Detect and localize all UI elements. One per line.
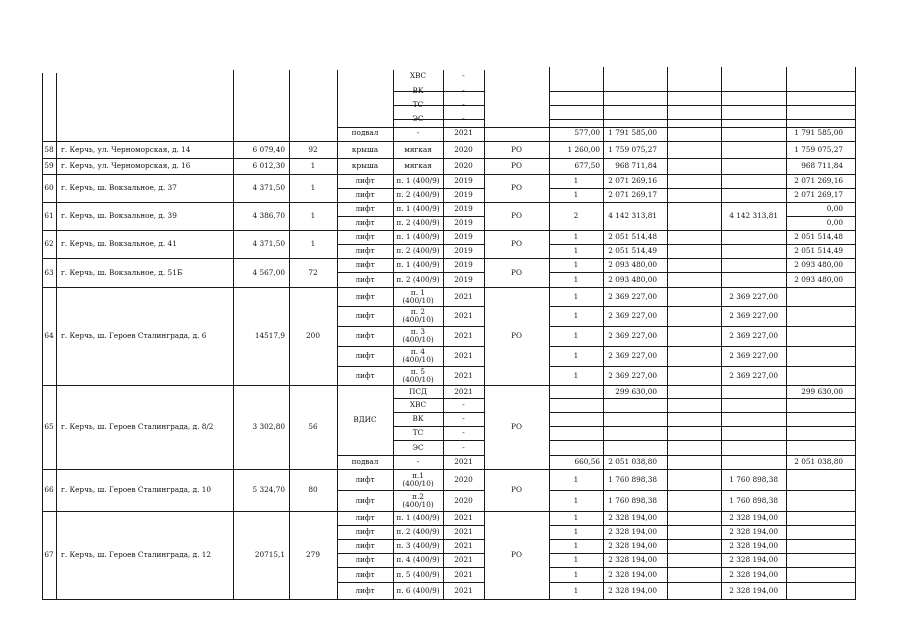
total-value: 968 711,84 <box>801 161 843 170</box>
element-label: (400/10) <box>402 315 434 324</box>
cost-value: 2 071 269,17 <box>608 190 657 199</box>
cost-value: 2 328 194,00 <box>608 555 657 564</box>
element-label: п. 4 <box>410 347 426 356</box>
year-value: 2021 <box>454 331 473 340</box>
qty-value: 1 <box>573 274 579 284</box>
element-label: ПСД <box>409 386 427 396</box>
qty-value: 660,56 <box>574 457 600 466</box>
row-border <box>393 119 485 120</box>
column-border <box>337 70 338 599</box>
funding-source: РО <box>511 161 522 170</box>
total-value: 2 051 514,48 <box>794 232 843 241</box>
total-value: 2 369 227,00 <box>729 370 778 380</box>
row-border <box>549 306 856 307</box>
year-value: - <box>462 114 465 123</box>
column-border <box>42 73 43 599</box>
work-type: лифт <box>355 585 375 595</box>
total-value: 0,00 <box>826 204 843 213</box>
row-border <box>337 567 485 568</box>
address: г. Керчь, ш. Героев Сталинграда, д. 6 <box>61 331 207 340</box>
row-border <box>42 469 856 470</box>
area-value: 6 012,30 <box>252 161 285 170</box>
cost-value: 2 051 514,48 <box>608 232 657 241</box>
row-border <box>549 440 856 441</box>
funding-source: РО <box>511 422 522 431</box>
year-value: 2021 <box>454 311 473 320</box>
total-value: 2 071 269,16 <box>794 176 843 185</box>
work-type: подвал <box>351 128 379 137</box>
year-value: 2020 <box>454 161 473 170</box>
year-value: 2019 <box>454 232 473 241</box>
qty-value: 1 <box>573 474 579 484</box>
element-label: ВК <box>412 414 424 423</box>
year-value: 2019 <box>454 218 473 227</box>
area-value: 4 386,70 <box>252 211 285 220</box>
work-type: лифт <box>355 176 375 185</box>
work-type: лифт <box>355 569 375 579</box>
qty-value: 1 260,00 <box>567 144 600 154</box>
work-type: лифт <box>355 351 375 360</box>
column-border <box>393 70 394 599</box>
element-label: ХВС <box>409 400 427 409</box>
row-border <box>337 272 485 273</box>
row-number: 62 <box>44 239 54 248</box>
qty-value: 1 <box>573 190 579 199</box>
row-border <box>393 412 485 413</box>
element-label: п. 1 (400/9) <box>396 204 440 213</box>
year-value: - <box>462 414 465 423</box>
row-border <box>549 188 856 189</box>
element-label: ХВС <box>409 71 427 80</box>
total-value: 2 369 227,00 <box>729 311 778 320</box>
qty-value: 1 <box>573 585 579 595</box>
year-value: 2019 <box>454 274 473 284</box>
row-border <box>337 244 485 245</box>
area-value: 6 079,40 <box>252 144 285 154</box>
work-type: лифт <box>355 260 375 269</box>
element-label: ТС <box>412 428 424 437</box>
total-value: 2 369 227,00 <box>729 291 778 301</box>
row-border <box>549 366 856 367</box>
work-type: лифт <box>355 555 375 564</box>
work-type: лифт <box>355 291 375 301</box>
cost-value: 968 711,84 <box>615 161 657 170</box>
address: г. Керчь, ул. Черноморская, д. 14 <box>61 144 191 154</box>
row-border <box>393 426 485 427</box>
people-count: 72 <box>308 267 318 277</box>
column-border <box>443 70 444 599</box>
people-count: 92 <box>308 144 318 154</box>
cost-value: 2 051 038,80 <box>608 457 657 466</box>
total-value: 2 051 038,80 <box>794 457 843 466</box>
column-border <box>721 67 722 599</box>
cost-value: 2 369 227,00 <box>608 370 657 380</box>
work-type: лифт <box>355 246 375 255</box>
year-value: 2020 <box>454 144 473 154</box>
element-label: п. 2 (400/9) <box>396 246 440 255</box>
year-value: 2021 <box>454 351 473 360</box>
row-border <box>42 158 856 159</box>
column-border <box>855 67 856 599</box>
row-border <box>337 525 485 526</box>
area-value: 5 324,70 <box>252 485 285 494</box>
cost-value: 1 791 585,00 <box>608 128 657 137</box>
work-type: лифт <box>355 311 375 320</box>
people-count: 200 <box>306 331 320 340</box>
total-value: 1 759 075,27 <box>794 144 843 154</box>
row-border <box>549 91 856 92</box>
funding-source: РО <box>511 331 522 340</box>
column-border <box>289 70 290 599</box>
row-border <box>393 398 485 399</box>
cost-value: 2 093 480,00 <box>608 274 657 284</box>
qty-value: 1 <box>573 311 579 320</box>
area-value: 20715,1 <box>254 550 285 559</box>
area-value: 3 302,80 <box>252 422 285 431</box>
row-border <box>786 216 856 217</box>
row-number: 66 <box>44 485 54 494</box>
year-value: - <box>462 100 465 109</box>
cost-value: 2 369 227,00 <box>608 331 657 340</box>
work-type: лифт <box>355 232 375 241</box>
people-count: 1 <box>310 161 316 170</box>
element-label: п. 3 <box>410 327 426 336</box>
row-border <box>549 272 856 273</box>
funding-source: РО <box>511 211 522 220</box>
element-label: п. 4 (400/9) <box>396 555 440 564</box>
row-number: 58 <box>44 144 54 154</box>
row-border <box>549 490 856 491</box>
element-label: п. 6 (400/9) <box>396 585 440 595</box>
cost-value: 2 328 194,00 <box>608 527 657 536</box>
funding-source: РО <box>511 550 522 559</box>
address: г. Керчь, ш. Героев Сталинграда, д. 12 <box>61 550 211 559</box>
row-border <box>549 582 856 583</box>
element-label: п. 2 <box>410 307 426 316</box>
qty-value: 1 <box>573 176 579 185</box>
qty-value: 1 <box>573 513 579 522</box>
cost-value: 2 369 227,00 <box>608 291 657 301</box>
total-value: 299 630,00 <box>801 386 843 396</box>
row-number: 64 <box>44 331 54 340</box>
column-border <box>233 70 234 599</box>
column-border <box>484 70 485 599</box>
element-label: (400/10) <box>402 295 434 305</box>
column-border <box>667 67 668 599</box>
row-border <box>549 244 856 245</box>
total-value: 0,00 <box>826 218 843 227</box>
year-value: 2021 <box>454 370 473 380</box>
cost-value: 2 369 227,00 <box>608 351 657 360</box>
people-count: 1 <box>310 239 316 248</box>
qty-value: 1 <box>573 246 579 255</box>
people-count: 56 <box>308 422 318 431</box>
area-value: 4 567,00 <box>252 267 285 277</box>
element-label: п. 1 (400/9) <box>396 176 440 185</box>
work-type: лифт <box>355 541 375 550</box>
row-border <box>337 582 485 583</box>
column-border <box>603 67 604 599</box>
row-number: 63 <box>44 267 54 277</box>
year-value: 2019 <box>454 204 473 213</box>
total-value: 2 328 194,00 <box>729 569 778 579</box>
work-type: лифт <box>355 527 375 536</box>
qty-value: 577,00 <box>574 128 600 137</box>
row-border <box>549 346 856 347</box>
year-value: - <box>462 428 465 437</box>
qty-value: 1 <box>573 527 579 536</box>
qty-value: 1 <box>573 569 579 579</box>
funding-source: РО <box>511 239 522 248</box>
qty-value: 1 <box>573 370 579 380</box>
row-border <box>393 440 485 441</box>
address: г. Керчь, ш. Вокзальное, д. 37 <box>61 183 177 192</box>
total-value: 2 328 194,00 <box>729 585 778 595</box>
row-number: 59 <box>44 161 54 170</box>
cost-value: 2 369 227,00 <box>608 311 657 320</box>
qty-value: 2 <box>573 211 579 220</box>
year-value: 2021 <box>454 386 473 396</box>
people-count: 279 <box>306 550 320 559</box>
total-value: 2 328 194,00 <box>729 541 778 550</box>
row-border <box>42 599 856 600</box>
cost-value: 1 760 898,38 <box>608 495 657 505</box>
work-type: лифт <box>355 370 375 380</box>
year-value: 2021 <box>454 585 473 595</box>
row-border <box>549 539 856 540</box>
column-border <box>549 67 550 599</box>
total-value: 1 760 898,38 <box>729 474 778 484</box>
row-number: 65 <box>44 422 54 431</box>
year-value: 2019 <box>454 246 473 255</box>
funding-source: РО <box>511 183 522 192</box>
address: г. Керчь, ш. Героев Сталинграда, д. 10 <box>61 485 211 494</box>
year-value: 2021 <box>454 291 473 301</box>
row-border <box>549 105 856 106</box>
cost-value: 2 051 514,49 <box>608 246 657 255</box>
element-label: п. 1 (400/9) <box>396 513 440 522</box>
element-label: п. 1 (400/9) <box>396 260 440 269</box>
funding-source: РО <box>511 485 522 494</box>
area-value: 4 371,50 <box>252 239 285 248</box>
address: г. Керчь, ш. Вокзальное, д. 39 <box>61 211 177 220</box>
year-value: 2021 <box>454 513 473 522</box>
cost-value: 2 328 194,00 <box>608 569 657 579</box>
row-border <box>337 490 485 491</box>
element-label: ЭС <box>412 114 424 123</box>
year-value: 2021 <box>454 569 473 579</box>
row-number: 61 <box>44 211 54 220</box>
element-label: п. 2 (400/9) <box>396 527 440 536</box>
column-border <box>786 67 787 599</box>
total-value: 1 791 585,00 <box>794 128 843 137</box>
row-border <box>549 398 856 399</box>
work-type: лифт <box>355 204 375 213</box>
row-border <box>42 511 856 512</box>
total-value: 2 051 514,49 <box>794 246 843 255</box>
work-type: лифт <box>355 474 375 484</box>
row-border <box>337 539 485 540</box>
row-border <box>42 141 856 142</box>
element-label: ТС <box>412 100 424 109</box>
element-label: п. 5 <box>410 366 426 376</box>
row-border <box>337 216 485 217</box>
work-type: лифт <box>355 495 375 505</box>
area-value: 14517,9 <box>254 331 285 340</box>
cost-value: 2 093 480,00 <box>608 260 657 269</box>
element-label: (400/10) <box>402 499 434 509</box>
cost-value: 299 630,00 <box>615 386 657 396</box>
work-type: лифт <box>355 190 375 199</box>
year-value: 2019 <box>454 190 473 199</box>
cost-value: 1 760 898,38 <box>608 474 657 484</box>
people-count: 1 <box>310 183 316 192</box>
qty-value: 1 <box>573 260 579 269</box>
address: г. Керчь, ш. Вокзальное, д. 51Б <box>61 267 183 277</box>
total-value: 2 328 194,00 <box>729 513 778 522</box>
element-label: п. 1 <box>410 287 426 297</box>
qty-value: 677,50 <box>574 161 600 170</box>
row-border <box>549 326 856 327</box>
qty-value: 1 <box>573 351 579 360</box>
row-border <box>42 287 856 288</box>
row-number: 67 <box>44 550 54 559</box>
vdis-label: ВДИС <box>353 415 377 424</box>
element-label: п. 2 (400/9) <box>396 274 440 284</box>
row-border <box>549 119 856 120</box>
element-label: п. 2 (400/9) <box>396 190 440 199</box>
people-count: 80 <box>308 485 318 494</box>
row-border <box>42 385 856 386</box>
year-value: 2021 <box>454 555 473 564</box>
row-border <box>549 412 856 413</box>
row-border <box>42 174 856 175</box>
year-value: 2020 <box>454 495 473 505</box>
row-border <box>337 455 394 456</box>
year-value: - <box>462 71 465 80</box>
row-border <box>549 553 856 554</box>
cost-value: 2 071 269,16 <box>608 176 657 185</box>
work-type: лифт <box>355 218 375 227</box>
funding-source: РО <box>511 267 522 277</box>
year-value: 2021 <box>454 128 473 137</box>
cost-value: 2 328 194,00 <box>608 513 657 522</box>
funding-source: РО <box>511 144 522 154</box>
column-border <box>56 73 57 599</box>
year-value: 2019 <box>454 260 473 269</box>
element-label: п.1 <box>412 470 424 480</box>
cost-value: 2 328 194,00 <box>608 541 657 550</box>
total-value: 2 328 194,00 <box>729 555 778 564</box>
address: г. Керчь, ш. Героев Сталинграда, д. 8/2 <box>61 422 214 431</box>
element-label: (400/10) <box>402 478 434 488</box>
element-label: п. 3 (400/9) <box>396 541 440 550</box>
total-value: 1 760 898,38 <box>729 495 778 505</box>
row-border <box>337 188 485 189</box>
year-value: - <box>462 442 465 452</box>
work-type: крыша <box>351 161 379 170</box>
total-value: 2 328 194,00 <box>729 527 778 536</box>
qty-value: 1 <box>573 495 579 505</box>
year-value: - <box>462 400 465 409</box>
year-value: 2021 <box>454 541 473 550</box>
cost-value: 2 328 194,00 <box>608 585 657 595</box>
year-value: 2021 <box>454 527 473 536</box>
work-type: лифт <box>355 331 375 340</box>
row-border <box>549 426 856 427</box>
row-border <box>42 258 856 259</box>
total-value: 2 071 269,17 <box>794 190 843 199</box>
work-type: крыша <box>351 144 379 154</box>
row-border <box>549 525 856 526</box>
element-label: п. 5 (400/9) <box>396 569 440 579</box>
cost-value: 4 142 313,81 <box>608 211 657 220</box>
area-value: 4 371,50 <box>252 183 285 192</box>
element-label: мягкая <box>404 161 432 170</box>
qty-value: 1 <box>573 291 579 301</box>
element-label: (400/10) <box>402 355 434 364</box>
qty-value: 1 <box>573 331 579 340</box>
row-border <box>549 455 856 456</box>
row-border <box>393 91 485 92</box>
row-border <box>393 105 485 106</box>
row-border <box>549 567 856 568</box>
address: г. Керчь, ул. Черноморская, д. 16 <box>61 161 191 170</box>
element-label: мягкая <box>404 144 432 154</box>
total-value: 2 369 227,00 <box>729 351 778 360</box>
total-value: 2 093 480,00 <box>794 274 843 284</box>
element-label: п. 2 (400/9) <box>396 218 440 227</box>
element-label: (400/10) <box>402 374 434 384</box>
total-value: 2 093 480,00 <box>794 260 843 269</box>
work-type: лифт <box>355 513 375 522</box>
work-type: подвал <box>351 457 379 466</box>
element-label: - <box>416 457 420 466</box>
qty-value: 1 <box>573 232 579 241</box>
cost-value: 1 759 075,27 <box>608 144 657 154</box>
row-border <box>42 202 856 203</box>
element-label: ЭС <box>412 442 424 452</box>
total-value: 4 142 313,81 <box>729 211 778 220</box>
work-type: лифт <box>355 274 375 284</box>
element-label: п.2 <box>412 491 424 501</box>
year-value: 2021 <box>454 457 473 466</box>
people-count: 1 <box>310 211 316 220</box>
element-label: п. 1 (400/9) <box>396 232 440 241</box>
qty-value: 1 <box>573 541 579 550</box>
year-value: 2019 <box>454 176 473 185</box>
year-value: 2020 <box>454 474 473 484</box>
address: г. Керчь, ш. Вокзальное, д. 41 <box>61 239 177 248</box>
element-label: ВК <box>412 86 424 95</box>
row-border <box>337 553 485 554</box>
row-border <box>42 230 856 231</box>
year-value: - <box>462 86 465 95</box>
element-label: - <box>416 128 420 137</box>
element-label: (400/10) <box>402 335 434 344</box>
total-value: 2 369 227,00 <box>729 331 778 340</box>
qty-value: 1 <box>573 555 579 564</box>
row-number: 60 <box>44 183 54 192</box>
